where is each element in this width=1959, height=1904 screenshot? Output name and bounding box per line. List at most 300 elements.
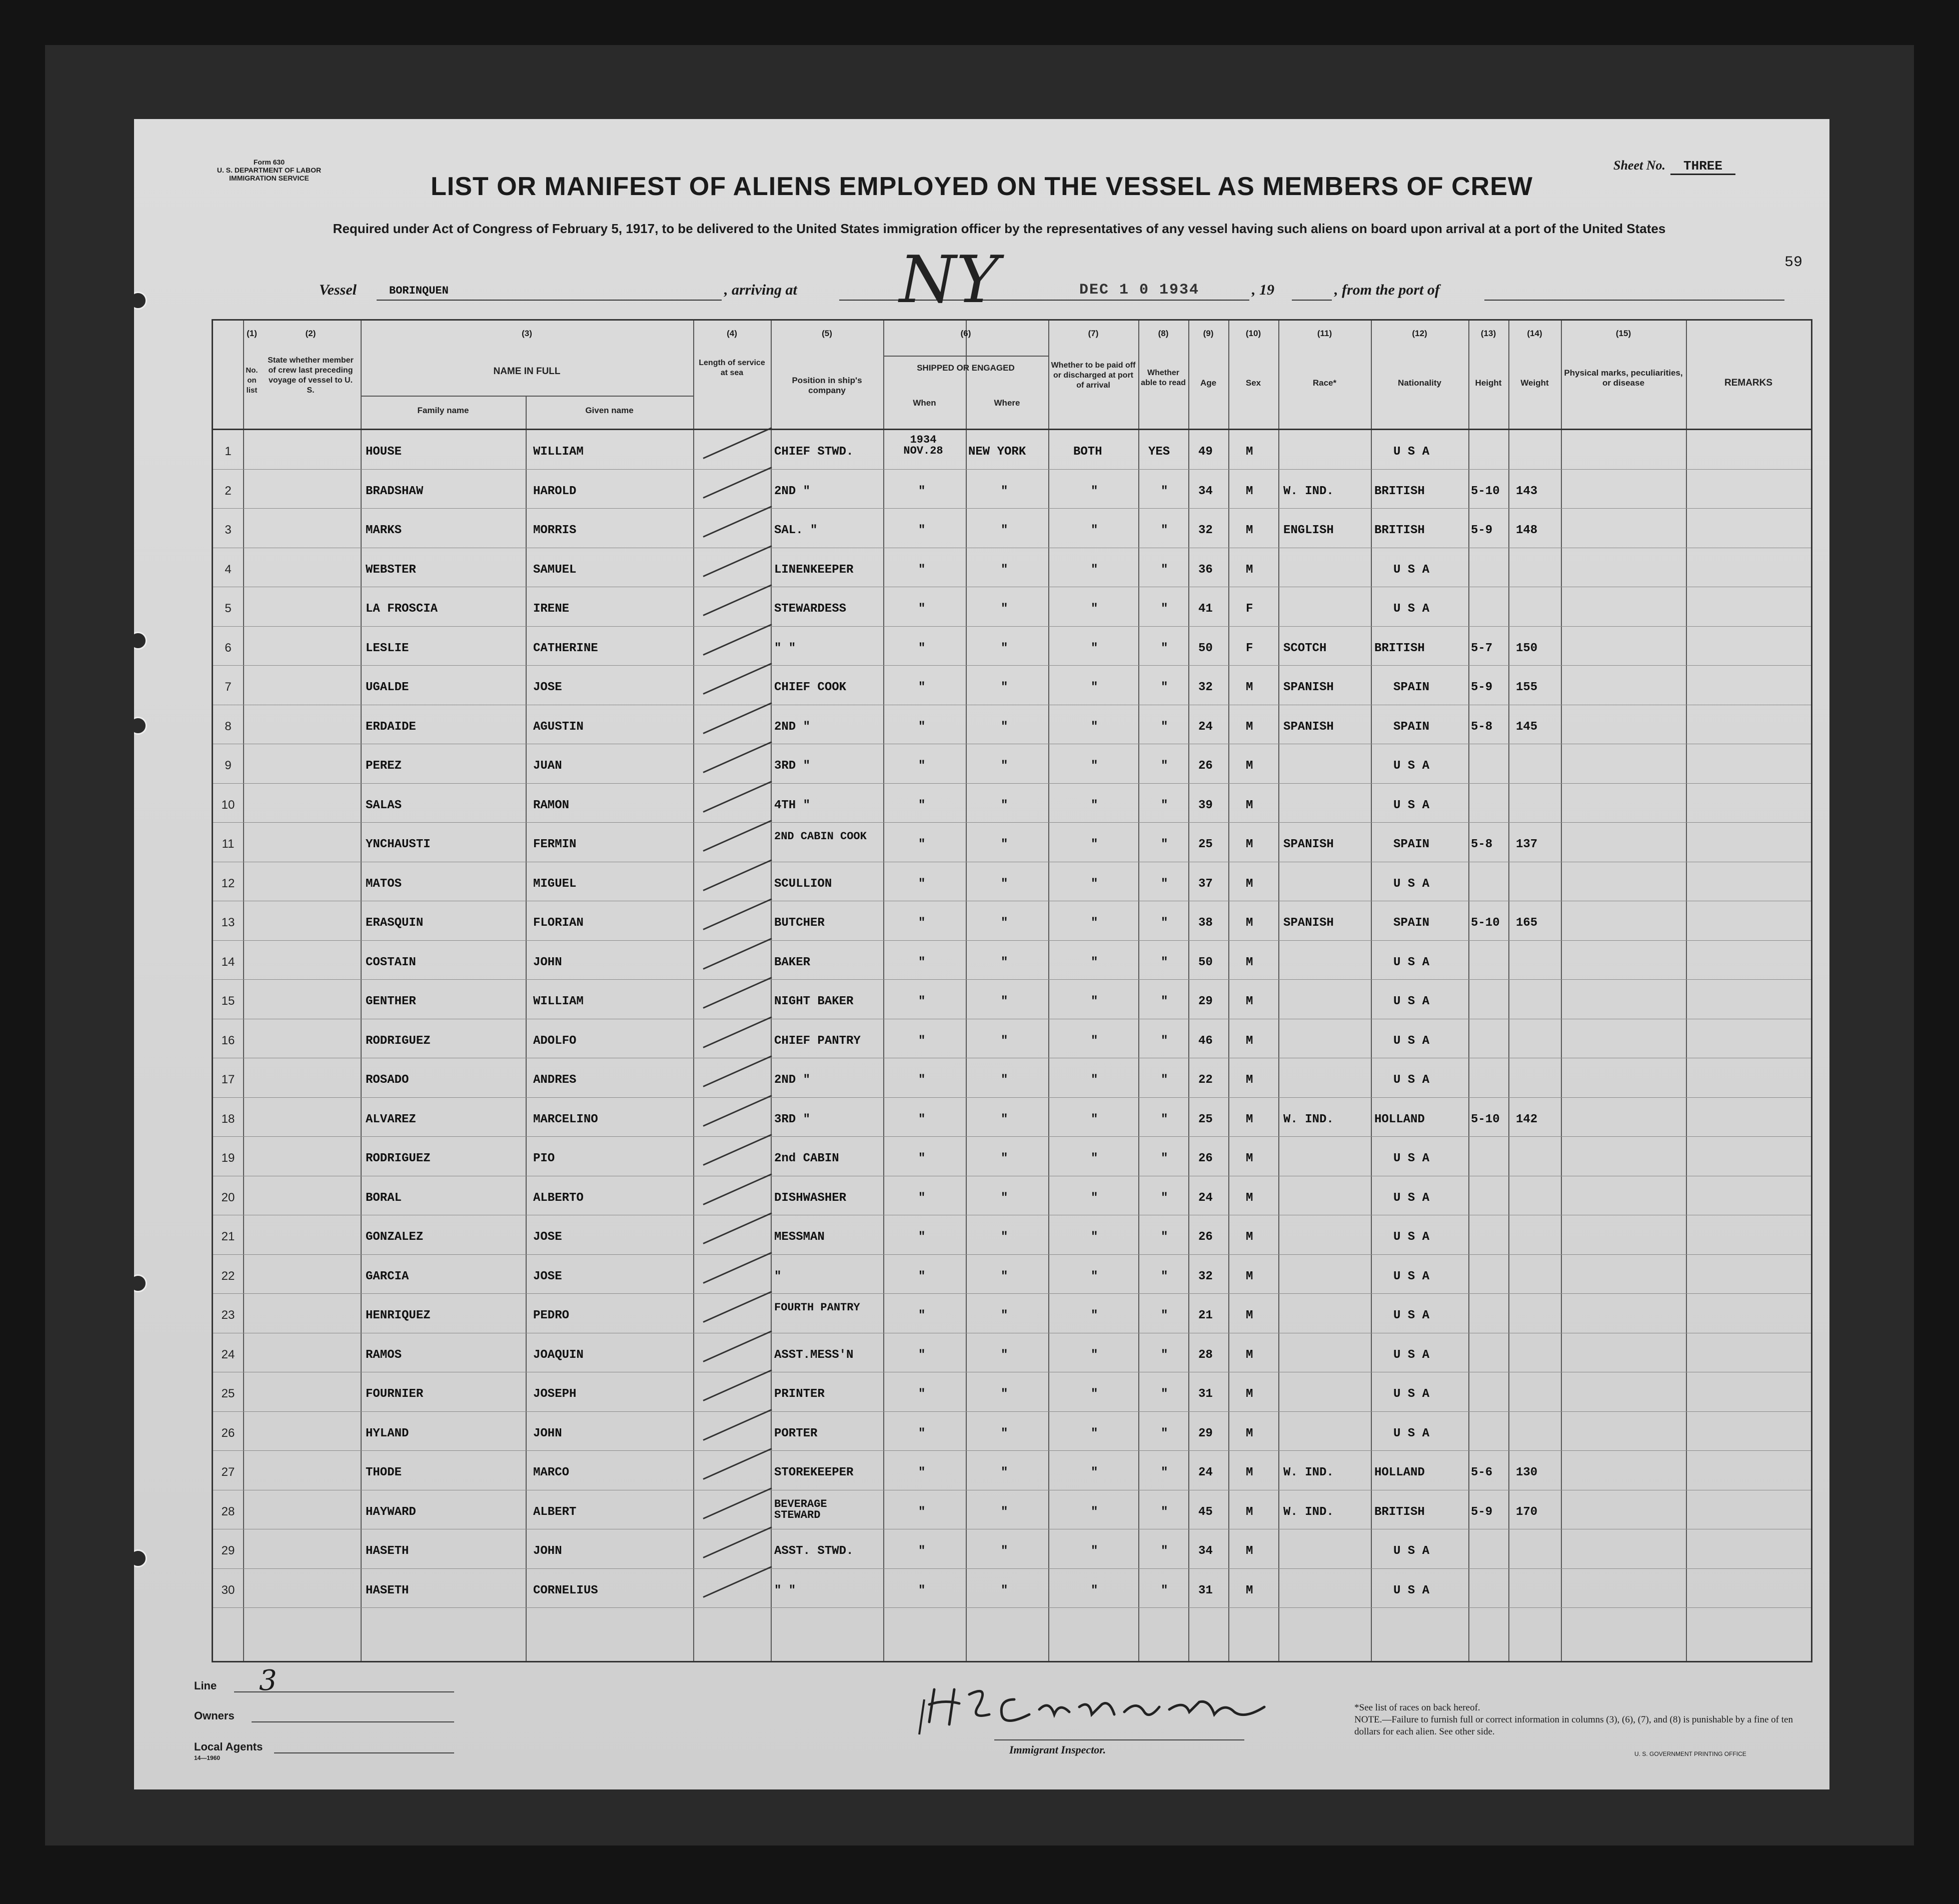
given-name: WILLIAM bbox=[533, 995, 584, 1008]
family-name: ALVAREZ bbox=[366, 1112, 416, 1126]
nationality: BRITISH bbox=[1374, 1505, 1425, 1519]
page-title: LIST OR MANIFEST OF ALIENS EMPLOYED ON THE VESSEL AS MEMBERS OF CREW bbox=[431, 172, 1533, 201]
family-name: YNCHAUSTI bbox=[366, 838, 431, 851]
check-mark bbox=[703, 1173, 772, 1205]
sex: M bbox=[1246, 995, 1253, 1008]
weight: 170 bbox=[1516, 1505, 1538, 1519]
col-shipped-header: SHIPPED OR ENGAGED bbox=[917, 363, 1015, 373]
row-number: 15 bbox=[221, 994, 235, 1008]
col-sex-header: Sex bbox=[1245, 378, 1261, 388]
column-number: (6) bbox=[960, 329, 971, 338]
paid-off: " bbox=[1091, 524, 1098, 537]
nationality: U S A bbox=[1393, 955, 1430, 969]
able-to-read: " bbox=[1161, 955, 1168, 969]
able-to-read: YES bbox=[1148, 445, 1170, 459]
paid-off: " bbox=[1091, 641, 1098, 655]
nationality: U S A bbox=[1393, 1426, 1430, 1440]
height: 5-10 bbox=[1471, 916, 1500, 930]
sex: M bbox=[1246, 798, 1253, 812]
position: PORTER bbox=[774, 1426, 818, 1440]
check-mark bbox=[703, 1016, 772, 1048]
check-mark bbox=[703, 663, 772, 695]
nationality: U S A bbox=[1393, 563, 1430, 577]
sheet-value: THREE bbox=[1670, 159, 1735, 175]
shipped-when: " bbox=[918, 1348, 926, 1362]
check-mark bbox=[703, 1566, 772, 1598]
position: FOURTH PANTRY bbox=[774, 1301, 860, 1314]
col-paid-header: Whether to be paid off or discharged at port of arrival bbox=[1051, 361, 1136, 390]
check-mark bbox=[703, 1487, 772, 1519]
shipped-where: " bbox=[1001, 1191, 1008, 1205]
age: 29 bbox=[1198, 1426, 1213, 1440]
line-value: 3 bbox=[259, 1664, 277, 1697]
shipped-where: " bbox=[1001, 995, 1008, 1008]
nationality: U S A bbox=[1393, 445, 1430, 459]
column-number: (2) bbox=[305, 329, 316, 338]
position: CHIEF PANTRY bbox=[774, 1034, 861, 1048]
col-height-header: Height bbox=[1475, 378, 1502, 388]
family-name: HASETH bbox=[366, 1583, 409, 1597]
paid-off: " bbox=[1091, 1152, 1098, 1165]
sex: M bbox=[1246, 1112, 1253, 1126]
paid-off: " bbox=[1091, 995, 1098, 1008]
sex: M bbox=[1246, 1269, 1253, 1283]
able-to-read: " bbox=[1161, 720, 1168, 734]
column-number: (14) bbox=[1527, 329, 1542, 338]
age: 34 bbox=[1198, 484, 1213, 498]
column-number: (4) bbox=[727, 329, 737, 338]
check-mark bbox=[703, 977, 772, 1009]
from-label: , from the port of bbox=[1334, 282, 1440, 298]
shipped-where: " bbox=[1001, 641, 1008, 655]
sex: F bbox=[1246, 602, 1253, 616]
check-mark bbox=[703, 938, 772, 970]
given-name: RAMON bbox=[533, 798, 570, 812]
given-name: PIO bbox=[533, 1152, 555, 1165]
row-number: 18 bbox=[221, 1112, 235, 1126]
shipped-when: " bbox=[918, 995, 926, 1008]
position: 2nd CABIN bbox=[774, 1152, 839, 1165]
nationality: U S A bbox=[1393, 1191, 1430, 1205]
given-name: JUAN bbox=[533, 759, 562, 773]
position: " bbox=[774, 1269, 782, 1283]
sex: M bbox=[1246, 484, 1253, 498]
nationality: SPAIN bbox=[1393, 916, 1430, 930]
row-number: 3 bbox=[225, 523, 232, 537]
able-to-read: " bbox=[1161, 1505, 1168, 1519]
race: W. IND. bbox=[1283, 1112, 1334, 1126]
race: SPANISH bbox=[1283, 838, 1334, 851]
check-mark bbox=[703, 1526, 772, 1558]
family-name: UGALDE bbox=[366, 681, 409, 694]
row-number: 23 bbox=[221, 1308, 235, 1322]
row-number: 13 bbox=[221, 916, 235, 929]
able-to-read: " bbox=[1161, 524, 1168, 537]
able-to-read: " bbox=[1161, 1348, 1168, 1362]
inspector-label: Immigrant Inspector. bbox=[1009, 1743, 1106, 1756]
gpo-imprint: U. S. GOVERNMENT PRINTING OFFICE bbox=[1634, 1750, 1746, 1757]
age: 39 bbox=[1198, 798, 1213, 812]
row-number: 7 bbox=[225, 680, 232, 694]
arriving-port: NY bbox=[899, 242, 999, 318]
check-mark bbox=[703, 427, 772, 459]
given-name: ADOLFO bbox=[533, 1034, 577, 1048]
sheet-label: Sheet No. bbox=[1613, 158, 1665, 173]
shipped-where: " bbox=[1001, 916, 1008, 930]
given-name: SAMUEL bbox=[533, 563, 577, 577]
position: 3RD " bbox=[774, 759, 811, 773]
family-name: HYLAND bbox=[366, 1426, 409, 1440]
age: 24 bbox=[1198, 1466, 1213, 1479]
nationality: BRITISH bbox=[1374, 484, 1425, 498]
shipped-when: " bbox=[918, 563, 926, 577]
given-name: CATHERINE bbox=[533, 641, 598, 655]
family-name: RODRIGUEZ bbox=[366, 1034, 431, 1048]
paid-off: " bbox=[1091, 1309, 1098, 1322]
position: BUTCHER bbox=[774, 916, 825, 930]
race: W. IND. bbox=[1283, 484, 1334, 498]
nationality: U S A bbox=[1393, 798, 1430, 812]
check-mark bbox=[703, 1291, 772, 1323]
shipped-where: " bbox=[1001, 1112, 1008, 1126]
family-name: RODRIGUEZ bbox=[366, 1152, 431, 1165]
sex: M bbox=[1246, 1583, 1253, 1597]
paid-off: " bbox=[1091, 877, 1098, 891]
shipped-when: " bbox=[918, 1112, 926, 1126]
col-family-header: Family name bbox=[417, 406, 469, 415]
given-name: ALBERTO bbox=[533, 1191, 584, 1205]
family-name: LA FROSCIA bbox=[366, 602, 438, 616]
position: 4TH " bbox=[774, 798, 811, 812]
given-name: CORNELIUS bbox=[533, 1583, 598, 1597]
weight: 150 bbox=[1516, 641, 1538, 655]
row-number: 24 bbox=[221, 1347, 235, 1361]
able-to-read: " bbox=[1161, 681, 1168, 694]
position: NIGHT BAKER bbox=[774, 995, 854, 1008]
shipped-when: " bbox=[918, 1583, 926, 1597]
column-number: (7) bbox=[1088, 329, 1099, 338]
race: SPANISH bbox=[1283, 720, 1334, 734]
nationality: U S A bbox=[1393, 1348, 1430, 1362]
sex: M bbox=[1246, 877, 1253, 891]
shipped-where: " bbox=[1001, 838, 1008, 851]
able-to-read: " bbox=[1161, 641, 1168, 655]
row-number: 20 bbox=[221, 1190, 235, 1204]
family-name: ERASQUIN bbox=[366, 916, 424, 930]
position: SCULLION bbox=[774, 877, 832, 891]
age: 21 bbox=[1198, 1309, 1213, 1322]
shipped-when: " bbox=[918, 877, 926, 891]
vessel-label: Vessel bbox=[319, 282, 357, 298]
position: ASST. STWD. bbox=[774, 1544, 854, 1558]
shipped-when: " bbox=[918, 798, 926, 812]
position: 2ND " bbox=[774, 720, 811, 734]
column-number: (1) bbox=[247, 329, 257, 338]
able-to-read: " bbox=[1161, 1309, 1168, 1322]
sex: M bbox=[1246, 759, 1253, 773]
shipped-where: NEW YORK bbox=[968, 445, 1026, 459]
shipped-where: " bbox=[1001, 1426, 1008, 1440]
nationality: U S A bbox=[1393, 1230, 1430, 1244]
family-name: RAMOS bbox=[366, 1348, 402, 1362]
row-number: 8 bbox=[225, 719, 232, 733]
age: 24 bbox=[1198, 720, 1213, 734]
given-name: MARCO bbox=[533, 1466, 570, 1479]
row-number: 25 bbox=[221, 1387, 235, 1400]
position: " " bbox=[774, 1583, 796, 1597]
check-mark bbox=[703, 741, 772, 773]
paid-off: " bbox=[1091, 1073, 1098, 1087]
paid-off: " bbox=[1091, 484, 1098, 498]
given-name: JOHN bbox=[533, 955, 562, 969]
race: SCOTCH bbox=[1283, 641, 1327, 655]
height: 5-6 bbox=[1471, 1466, 1493, 1479]
position: 2ND " bbox=[774, 484, 811, 498]
family-name: HOUSE bbox=[366, 445, 402, 459]
family-name: THODE bbox=[366, 1466, 402, 1479]
shipped-where: " bbox=[1001, 484, 1008, 498]
shipped-where: " bbox=[1001, 1387, 1008, 1401]
position: PRINTER bbox=[774, 1387, 825, 1401]
family-name: SALAS bbox=[366, 798, 402, 812]
weight: 130 bbox=[1516, 1466, 1538, 1479]
age: 49 bbox=[1198, 445, 1213, 459]
page-subtitle: Required under Act of Congress of February 5, 1917, to be delivered to the United States immigration officer by the representatives of any vessel having such aliens on board upon arrival at a port of the United States bbox=[333, 221, 1666, 236]
shipped-when: " bbox=[918, 955, 926, 969]
family-name: MARKS bbox=[366, 524, 402, 537]
sex: M bbox=[1246, 445, 1253, 459]
given-name: FLORIAN bbox=[533, 916, 584, 930]
family-name: MATOS bbox=[366, 877, 402, 891]
able-to-read: " bbox=[1161, 602, 1168, 616]
given-name: JOSE bbox=[533, 1230, 562, 1244]
shipped-where: " bbox=[1001, 563, 1008, 577]
nationality: HOLLAND bbox=[1374, 1112, 1425, 1126]
given-name: FERMIN bbox=[533, 838, 577, 851]
nationality: U S A bbox=[1393, 1387, 1430, 1401]
family-name: GARCIA bbox=[366, 1269, 409, 1283]
shipped-where: " bbox=[1001, 1073, 1008, 1087]
given-name: MORRIS bbox=[533, 524, 577, 537]
col-length-header: Length of service at sea bbox=[699, 359, 765, 377]
age: 50 bbox=[1198, 955, 1213, 969]
row-number: 19 bbox=[221, 1151, 235, 1165]
shipped-when: " bbox=[918, 1152, 926, 1165]
given-name: JOHN bbox=[533, 1544, 562, 1558]
able-to-read: " bbox=[1161, 995, 1168, 1008]
sex: M bbox=[1246, 1034, 1253, 1048]
check-mark bbox=[703, 1212, 772, 1244]
able-to-read: " bbox=[1161, 1112, 1168, 1126]
shipped-when: " bbox=[918, 838, 926, 851]
family-name: HAYWARD bbox=[366, 1505, 416, 1519]
check-mark bbox=[703, 1055, 772, 1087]
row-number: 1 bbox=[225, 445, 232, 458]
punch-hole bbox=[134, 1274, 147, 1292]
col-weight-header: Weight bbox=[1520, 378, 1549, 388]
shipped-when: " bbox=[918, 1269, 926, 1283]
shipped-when: " bbox=[918, 1073, 926, 1087]
footer-notes bbox=[1354, 1702, 1804, 1738]
given-name: JOSEPH bbox=[533, 1387, 577, 1401]
sex: M bbox=[1246, 1466, 1253, 1479]
family-name: PEREZ bbox=[366, 759, 402, 773]
vessel-name: BORINQUEN bbox=[389, 285, 449, 297]
row-number: 10 bbox=[221, 798, 235, 812]
col-remarks-header: REMARKS bbox=[1724, 378, 1773, 388]
race: SPANISH bbox=[1283, 681, 1334, 694]
able-to-read: " bbox=[1161, 1230, 1168, 1244]
sex: M bbox=[1246, 524, 1253, 537]
family-name: GONZALEZ bbox=[366, 1230, 424, 1244]
paid-off: " bbox=[1091, 1387, 1098, 1401]
paid-off: " bbox=[1091, 1544, 1098, 1558]
able-to-read: " bbox=[1161, 1034, 1168, 1048]
manifest-sheet bbox=[134, 119, 1829, 1789]
paid-off: " bbox=[1091, 916, 1098, 930]
sex: F bbox=[1246, 641, 1253, 655]
shipped-where: " bbox=[1001, 1583, 1008, 1597]
position: LINENKEEPER bbox=[774, 563, 854, 577]
shipped-where: " bbox=[1001, 1544, 1008, 1558]
shipped-when: " bbox=[918, 1191, 926, 1205]
shipped-when: 1934 NOV.28 bbox=[903, 434, 943, 457]
age: 38 bbox=[1198, 916, 1213, 930]
nationality: BRITISH bbox=[1374, 524, 1425, 537]
shipped-when: " bbox=[918, 681, 926, 694]
weight: 142 bbox=[1516, 1112, 1538, 1126]
position: STOREKEEPER bbox=[774, 1466, 854, 1479]
position: BAKER bbox=[774, 955, 811, 969]
able-to-read: " bbox=[1161, 1269, 1168, 1283]
nationality: U S A bbox=[1393, 1544, 1430, 1558]
punch-hole bbox=[134, 632, 147, 650]
able-to-read: " bbox=[1161, 1191, 1168, 1205]
sex: M bbox=[1246, 1309, 1253, 1322]
given-name: WILLIAM bbox=[533, 445, 584, 459]
age: 25 bbox=[1198, 838, 1213, 851]
shipped-when: " bbox=[918, 1505, 926, 1519]
family-name: GENTHER bbox=[366, 995, 416, 1008]
paid-off: " bbox=[1091, 955, 1098, 969]
note-races: *See list of races on back hereof. bbox=[1354, 1702, 1480, 1713]
page-number: 59 bbox=[1784, 254, 1803, 271]
position: 2ND " bbox=[774, 1073, 811, 1087]
row-number: 12 bbox=[221, 876, 235, 890]
sex: M bbox=[1246, 1505, 1253, 1519]
able-to-read: " bbox=[1161, 1426, 1168, 1440]
check-mark bbox=[703, 1330, 772, 1362]
height: 5-9 bbox=[1471, 524, 1493, 537]
check-mark bbox=[703, 467, 772, 499]
paid-off: " bbox=[1091, 1034, 1098, 1048]
paid-off: " bbox=[1091, 681, 1098, 694]
nationality: U S A bbox=[1393, 1152, 1430, 1165]
age: 36 bbox=[1198, 563, 1213, 577]
agents-label: Local Agents bbox=[194, 1740, 263, 1753]
paid-off: " bbox=[1091, 1426, 1098, 1440]
paid-off: " bbox=[1091, 798, 1098, 812]
age: 31 bbox=[1198, 1583, 1213, 1597]
column-number: (5) bbox=[822, 329, 832, 338]
manifest-table bbox=[212, 319, 1812, 1662]
weight: 148 bbox=[1516, 524, 1538, 537]
agents-form: 14—1960 bbox=[194, 1754, 221, 1761]
check-mark bbox=[703, 1369, 772, 1401]
paid-off: " bbox=[1091, 563, 1098, 577]
race: W. IND. bbox=[1283, 1466, 1334, 1479]
line-label: Line bbox=[194, 1679, 217, 1692]
check-mark bbox=[703, 1252, 772, 1284]
given-name: MIGUEL bbox=[533, 877, 577, 891]
position: STEWARDESS bbox=[774, 602, 847, 616]
check-mark bbox=[703, 898, 772, 930]
paid-off: " bbox=[1091, 1269, 1098, 1283]
row-number: 6 bbox=[225, 641, 232, 655]
able-to-read: " bbox=[1161, 838, 1168, 851]
row-number: 16 bbox=[221, 1033, 235, 1047]
height: 5-8 bbox=[1471, 720, 1493, 734]
age: 32 bbox=[1198, 681, 1213, 694]
able-to-read: " bbox=[1161, 1152, 1168, 1165]
sex: M bbox=[1246, 1230, 1253, 1244]
shipped-where: " bbox=[1001, 681, 1008, 694]
position: CHIEF COOK bbox=[774, 681, 847, 694]
family-name: HASETH bbox=[366, 1544, 409, 1558]
able-to-read: " bbox=[1161, 1466, 1168, 1479]
shipped-when: " bbox=[918, 759, 926, 773]
family-name: BRADSHAW bbox=[366, 484, 424, 498]
col-position-header: Position in ship's company bbox=[792, 376, 862, 395]
shipped-where: " bbox=[1001, 1466, 1008, 1479]
able-to-read: " bbox=[1161, 1583, 1168, 1597]
able-to-read: " bbox=[1161, 484, 1168, 498]
able-to-read: " bbox=[1161, 1073, 1168, 1087]
row-number: 26 bbox=[221, 1426, 235, 1440]
nationality: U S A bbox=[1393, 602, 1430, 616]
shipped-where: " bbox=[1001, 720, 1008, 734]
able-to-read: " bbox=[1161, 563, 1168, 577]
row-number: 9 bbox=[225, 759, 232, 772]
check-mark bbox=[703, 1409, 772, 1441]
shipped-where: " bbox=[1001, 1309, 1008, 1322]
shipped-where: " bbox=[1001, 955, 1008, 969]
able-to-read: " bbox=[1161, 798, 1168, 812]
given-name: ALBERT bbox=[533, 1505, 577, 1519]
check-mark bbox=[703, 1134, 772, 1166]
sex: M bbox=[1246, 838, 1253, 851]
given-name: JOAQUIN bbox=[533, 1348, 584, 1362]
row-number: 5 bbox=[225, 602, 232, 615]
weight: 137 bbox=[1516, 838, 1538, 851]
col-where-header: Where bbox=[994, 398, 1020, 408]
given-name: MARCELINO bbox=[533, 1112, 598, 1126]
row-number: 30 bbox=[221, 1583, 235, 1597]
shipped-when: " bbox=[918, 1466, 926, 1479]
position: CHIEF STWD. bbox=[774, 445, 854, 459]
check-mark bbox=[703, 1448, 772, 1480]
weight: 145 bbox=[1516, 720, 1538, 734]
height: 5-7 bbox=[1471, 641, 1493, 655]
column-number: (8) bbox=[1158, 329, 1169, 338]
height: 5-10 bbox=[1471, 1112, 1500, 1126]
given-name: IRENE bbox=[533, 602, 570, 616]
shipped-where: " bbox=[1001, 524, 1008, 537]
able-to-read: " bbox=[1161, 1544, 1168, 1558]
shipped-when: " bbox=[918, 524, 926, 537]
shipped-when: " bbox=[918, 484, 926, 498]
age: 32 bbox=[1198, 1269, 1213, 1283]
